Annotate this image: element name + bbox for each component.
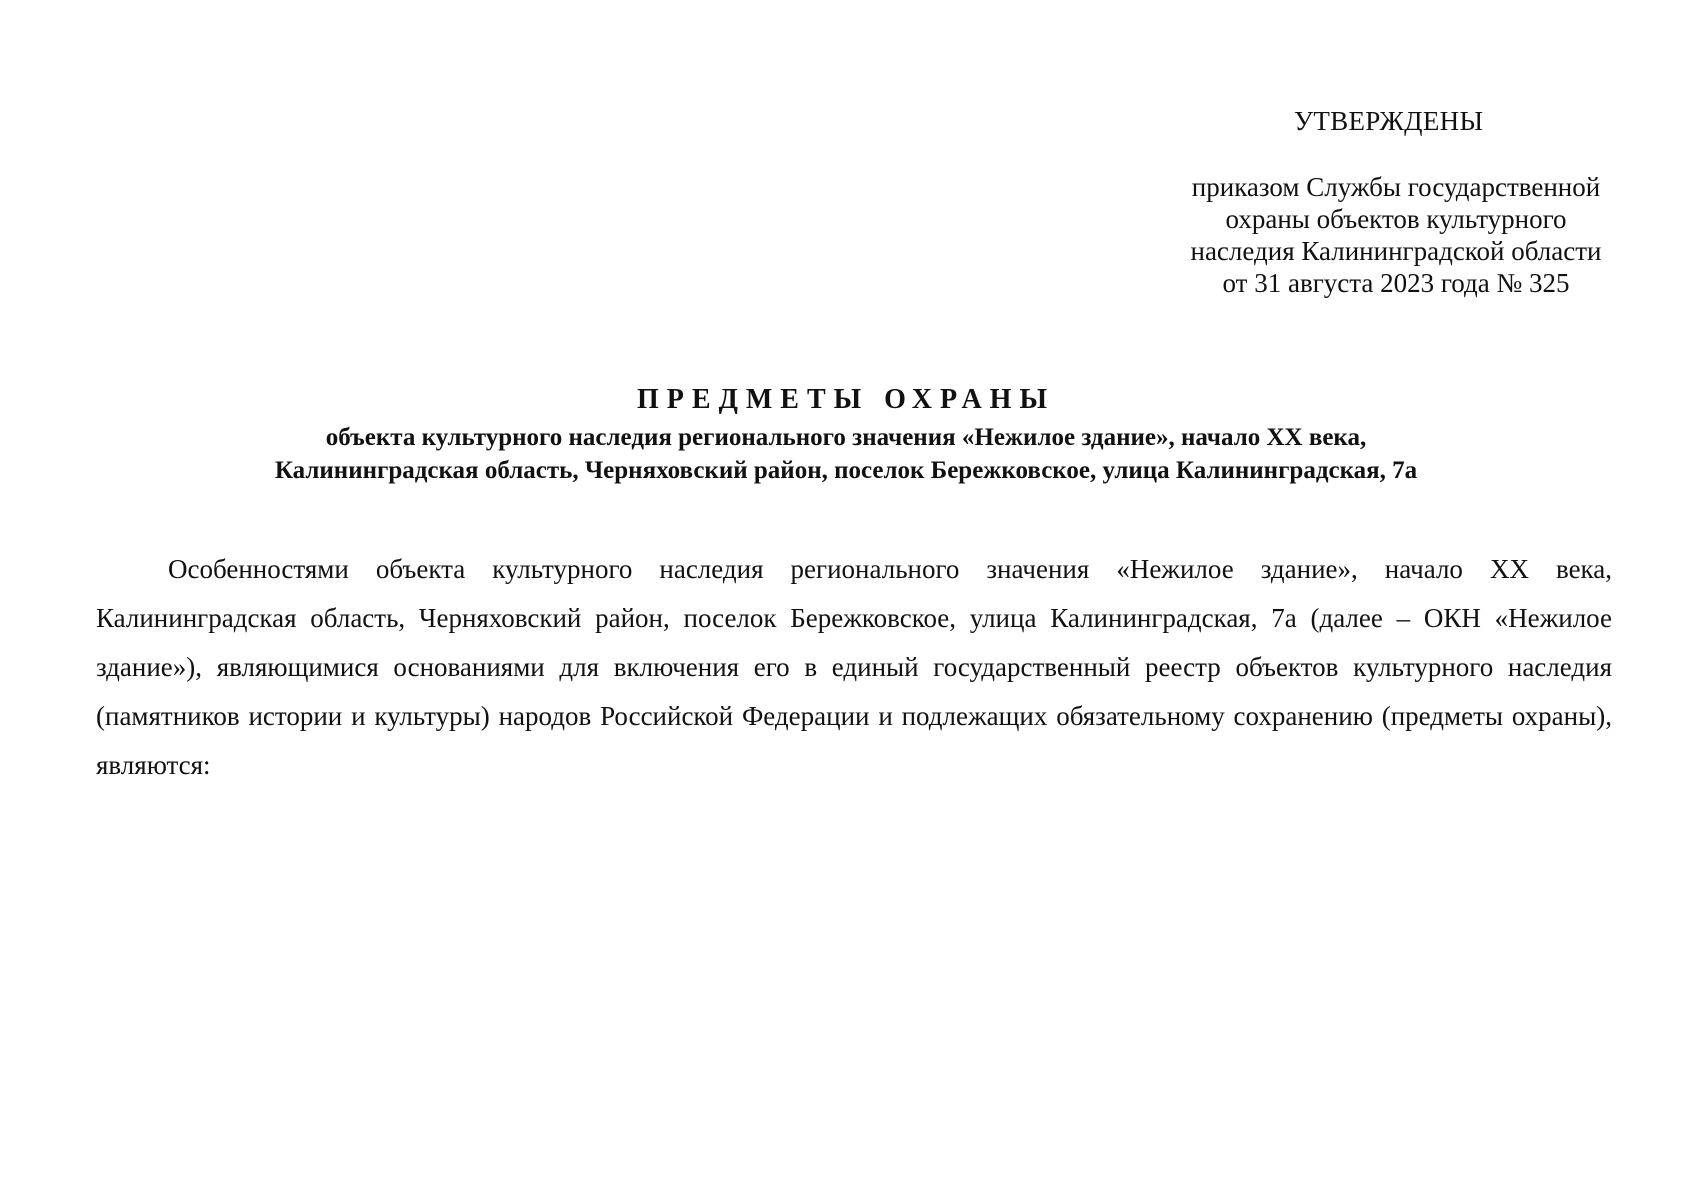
approval-heading: УТВЕРЖДЕНЫ (1294, 106, 1484, 136)
approval-block (1166, 171, 1626, 299)
subtitle-line: Калининградская область, Черняховский район, поселок Бережковское, улица Калининградская, 7а (274, 457, 1418, 484)
body-paragraph: Особенностями объекта культурного наследия регионального значения «Нежилое здание», начало XX века, Калининградская область, Черняховский район, поселок Бережковское, улица Калининградская, 7а (далее – ОКН «Нежилое здание»), являющимися основаниями для включения его в единый государственный реестр объектов культурного наследия (памятников истории и культуры) народов Российской Федерации и подлежащих обязательному сохранению (предметы охраны), являются: (96, 554, 1612, 780)
approval-line: наследия Калининградской области (1190, 236, 1602, 266)
approval-line: от 31 августа 2023 года № 325 (1222, 268, 1570, 298)
approval-line: охраны объектов культурного (1225, 204, 1567, 234)
document-title: ПРЕДМЕТЫ ОХРАНЫ (637, 384, 1055, 415)
subtitle-line: объекта культурного наследия регионального значения «Нежилое здание», начало XX века, (325, 424, 1367, 451)
document-subtitle (0, 421, 1692, 487)
approval-line: приказом Службы государственной (1191, 172, 1601, 202)
